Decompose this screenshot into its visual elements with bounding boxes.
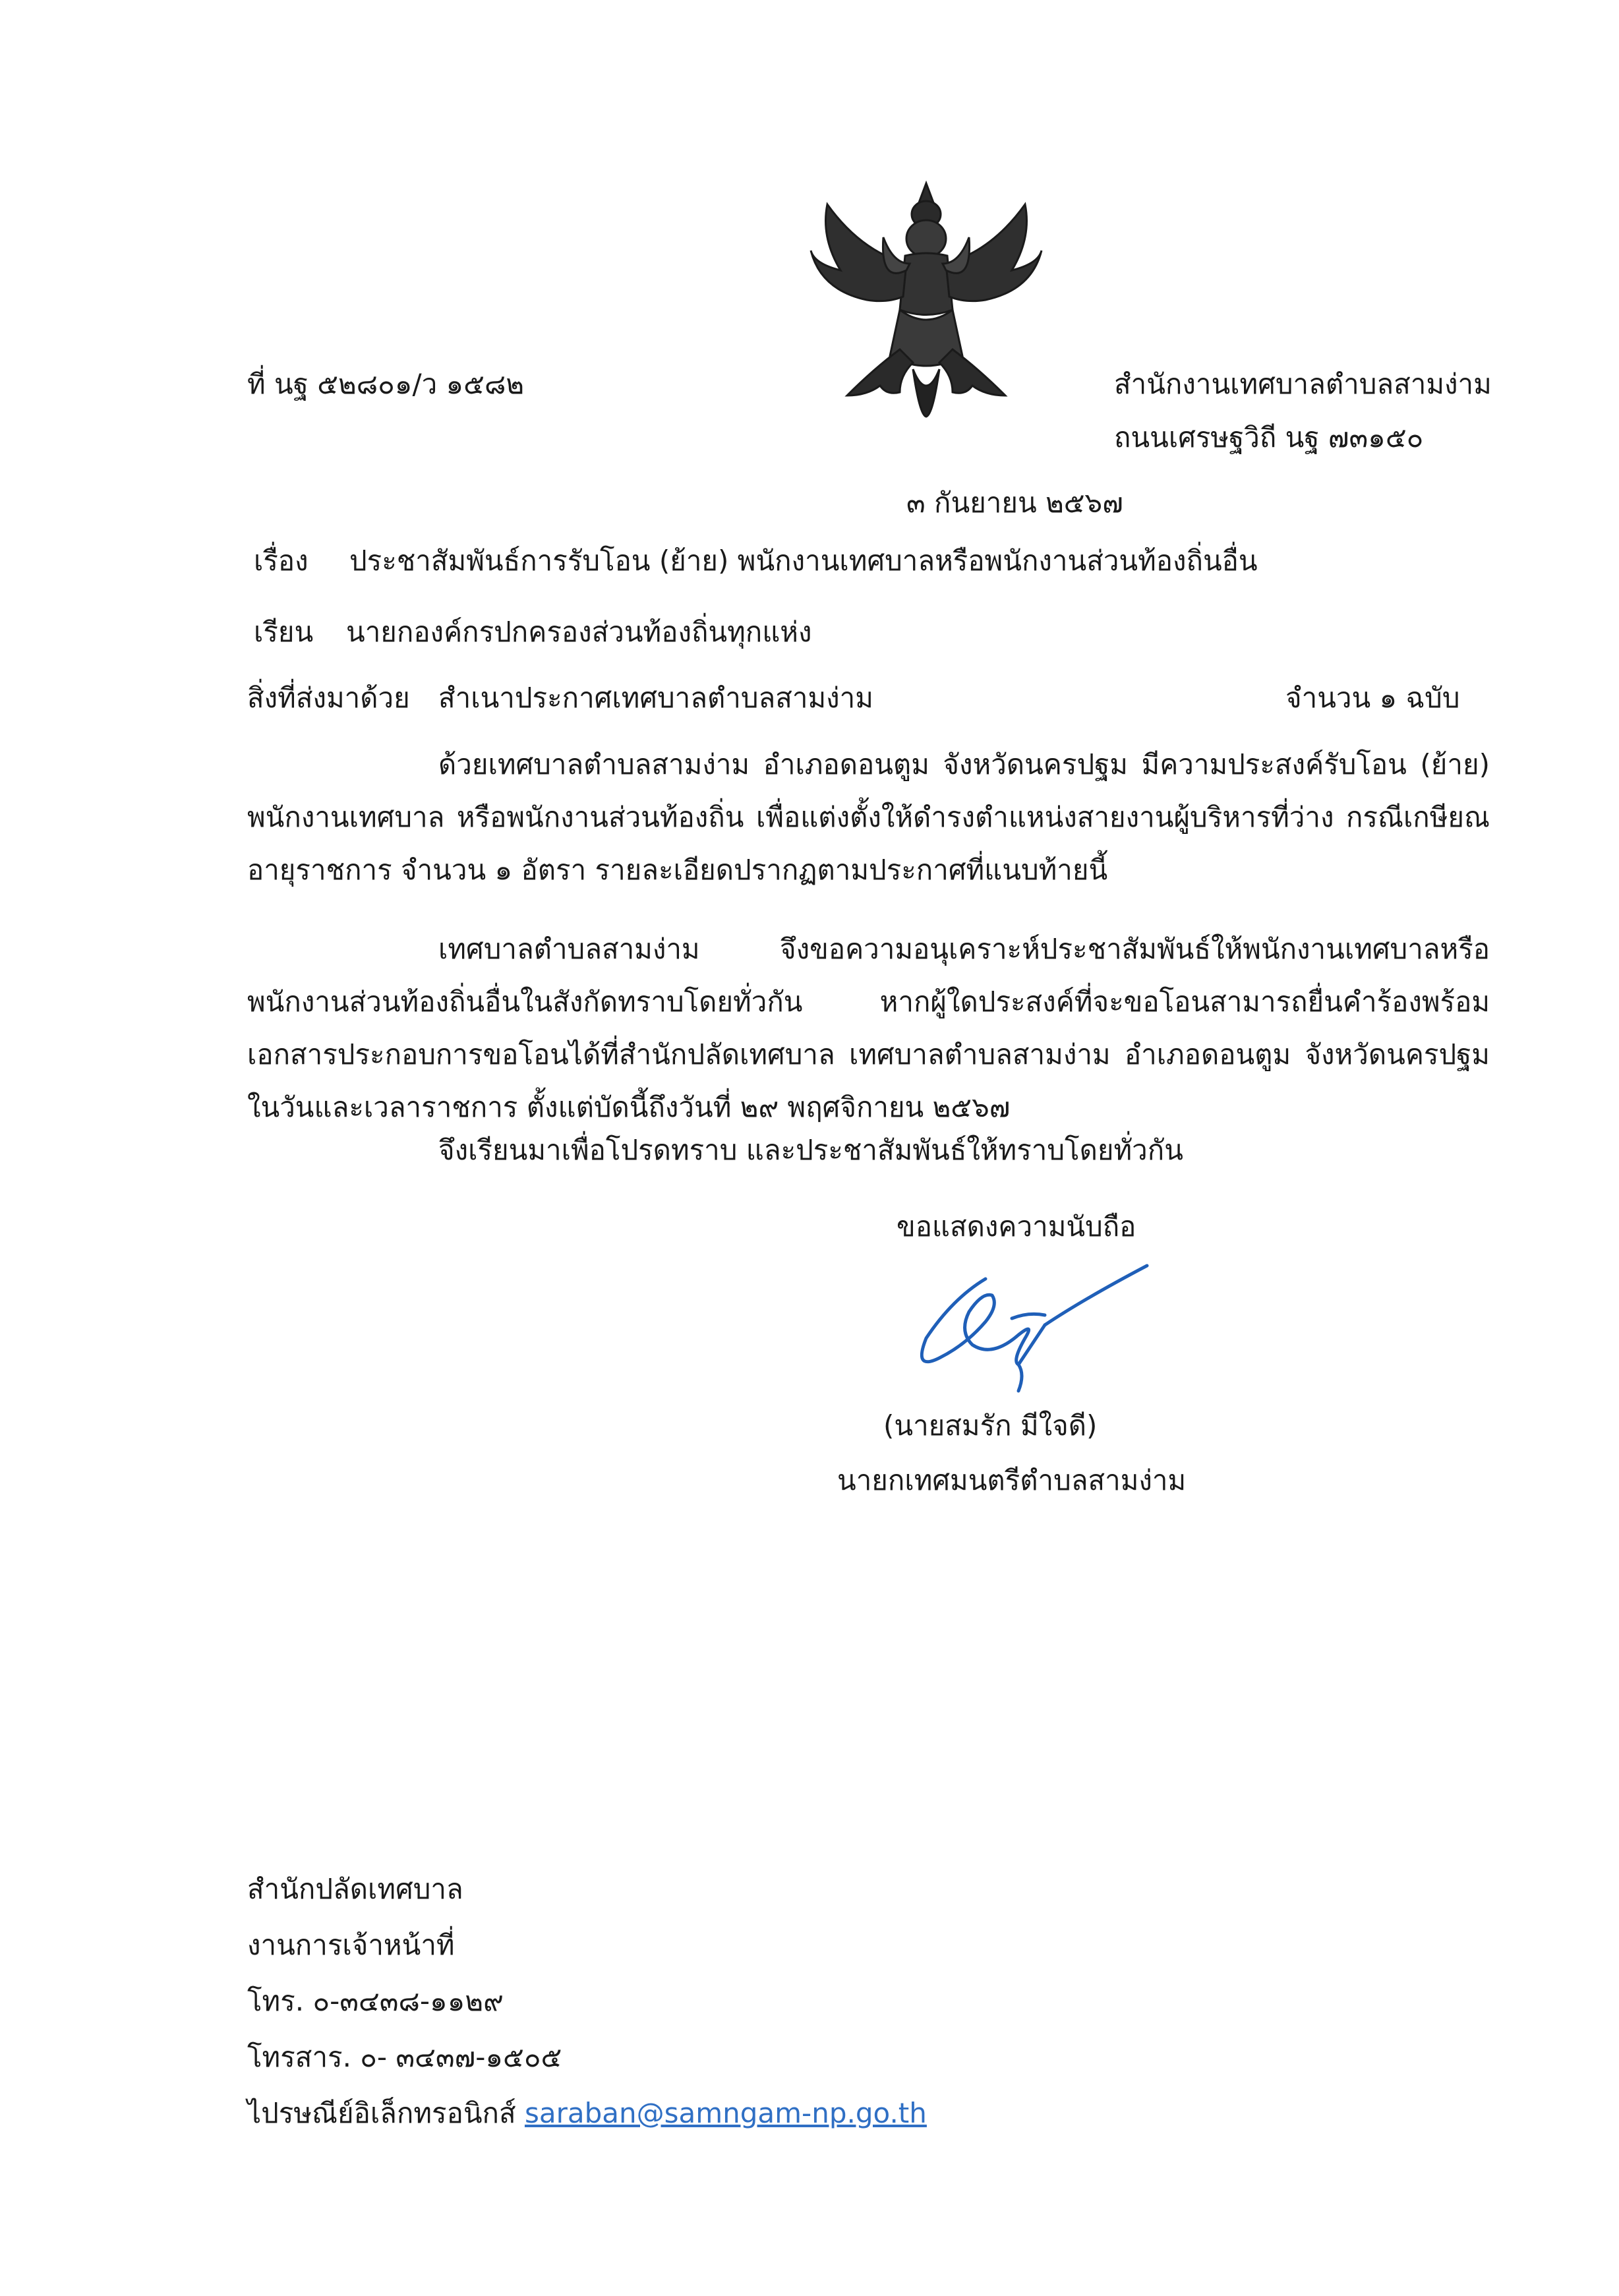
handwritten-signature [913,1259,1163,1411]
recipient-text: นายกองค์กรปกครองส่วนท้องถิ่นทุกแห่ง [346,616,812,648]
enclosure-label: สิ่งที่ส่งมาด้วย [247,682,410,714]
footer-section: งานการเจ้าหน้าที่ [247,1929,455,1961]
body-paragraph-1: ด้วยเทศบาลตำบลสามง่าม อำเภอดอนตูม จังหวัดนครปฐม มีความประสงค์รับโอน (ย้าย) พนักงานเทศบาล หรือพนักงานส่วนท้องถิ่น เพื่อแต่งตั้งให้ดำรงตำแหน่งสายงานผู้บริหารที่ว่าง กรณีเกษียณอายุราชการ จำนวน ๑ อัตรา รายละเอียดปรากฏตามประกาศที่แนบท้ายนี้ [247,748,1490,886]
footer-email-link[interactable]: saraban@samngam-np.go.th [524,2097,927,2129]
body-paragraph-2: เทศบาลตำบลสามง่าม จึงขอความอนุเคราะห์ประชาสัมพันธ์ให้พนักงานเทศบาลหรือพนักงานส่วนท้องถิ่นอื่นในสังกัดทราบโดยทั่วกัน หากผู้ใดประสงค์ที่จะขอโอนสามารถยื่นคำร้องพร้อมเอกสารประกอบการขอโอนได้ที่สำนักปลัดเทศบาล เทศบาลตำบลสามง่าม อำเภอดอนตูม จังหวัดนครปฐม ในวันและเวลาราชการ ตั้งแต่บัดนี้ถึงวันที่ ๒๙ พฤศจิกายน ๒๕๖๗ [247,933,1490,1123]
closing-salutation: ขอแสดงความนับถือ [897,1210,1136,1243]
enclosure-count: จำนวน ๑ ฉบับ [1285,682,1460,714]
document-date: ๓ กันยายน ๒๕๖๗ [906,486,1123,519]
footer-email-line [247,2097,927,2129]
footer-phone: โทร. ๐-๓๔๓๘-๑๑๒๙ [247,1985,504,2017]
signatory-position: นายกเทศมนตรีตำบลสามง่าม [837,1464,1187,1496]
subject-text: ประชาสัมพันธ์การรับโอน (ย้าย) พนักงานเทศบาลหรือพนักงานส่วนท้องถิ่นอื่น [349,545,1258,577]
garuda-emblem-icon [801,178,1051,419]
office-name: สำนักงานเทศบาลตำบลสามง่าม [1114,368,1492,400]
body-paragraph-3: จึงเรียนมาเพื่อโปรดทราบ และประชาสัมพันธ์ให้ทราบโดยทั่วกัน [438,1134,1183,1166]
subject-label: เรื่อง [254,545,309,577]
footer-department: สำนักปลัดเทศบาล [247,1873,463,1905]
document-number: ที่ นฐ ๕๒๘๐๑/ว ๑๕๘๒ [247,368,525,400]
office-address: ถนนเศรษฐวิถี นฐ ๗๓๑๕๐ [1114,421,1424,454]
recipient-label: เรียน [254,616,314,648]
signatory-name: (นายสมรัก มีใจดี) [883,1409,1098,1442]
enclosure-text: สำเนาประกาศเทศบาลตำบลสามง่าม [438,682,873,714]
footer-email-label: ไปรษณีย์อิเล็กทรอนิกส์ [247,2097,516,2129]
footer-fax: โทรสาร. ๐- ๓๔๓๗-๑๕๐๕ [247,2041,562,2073]
